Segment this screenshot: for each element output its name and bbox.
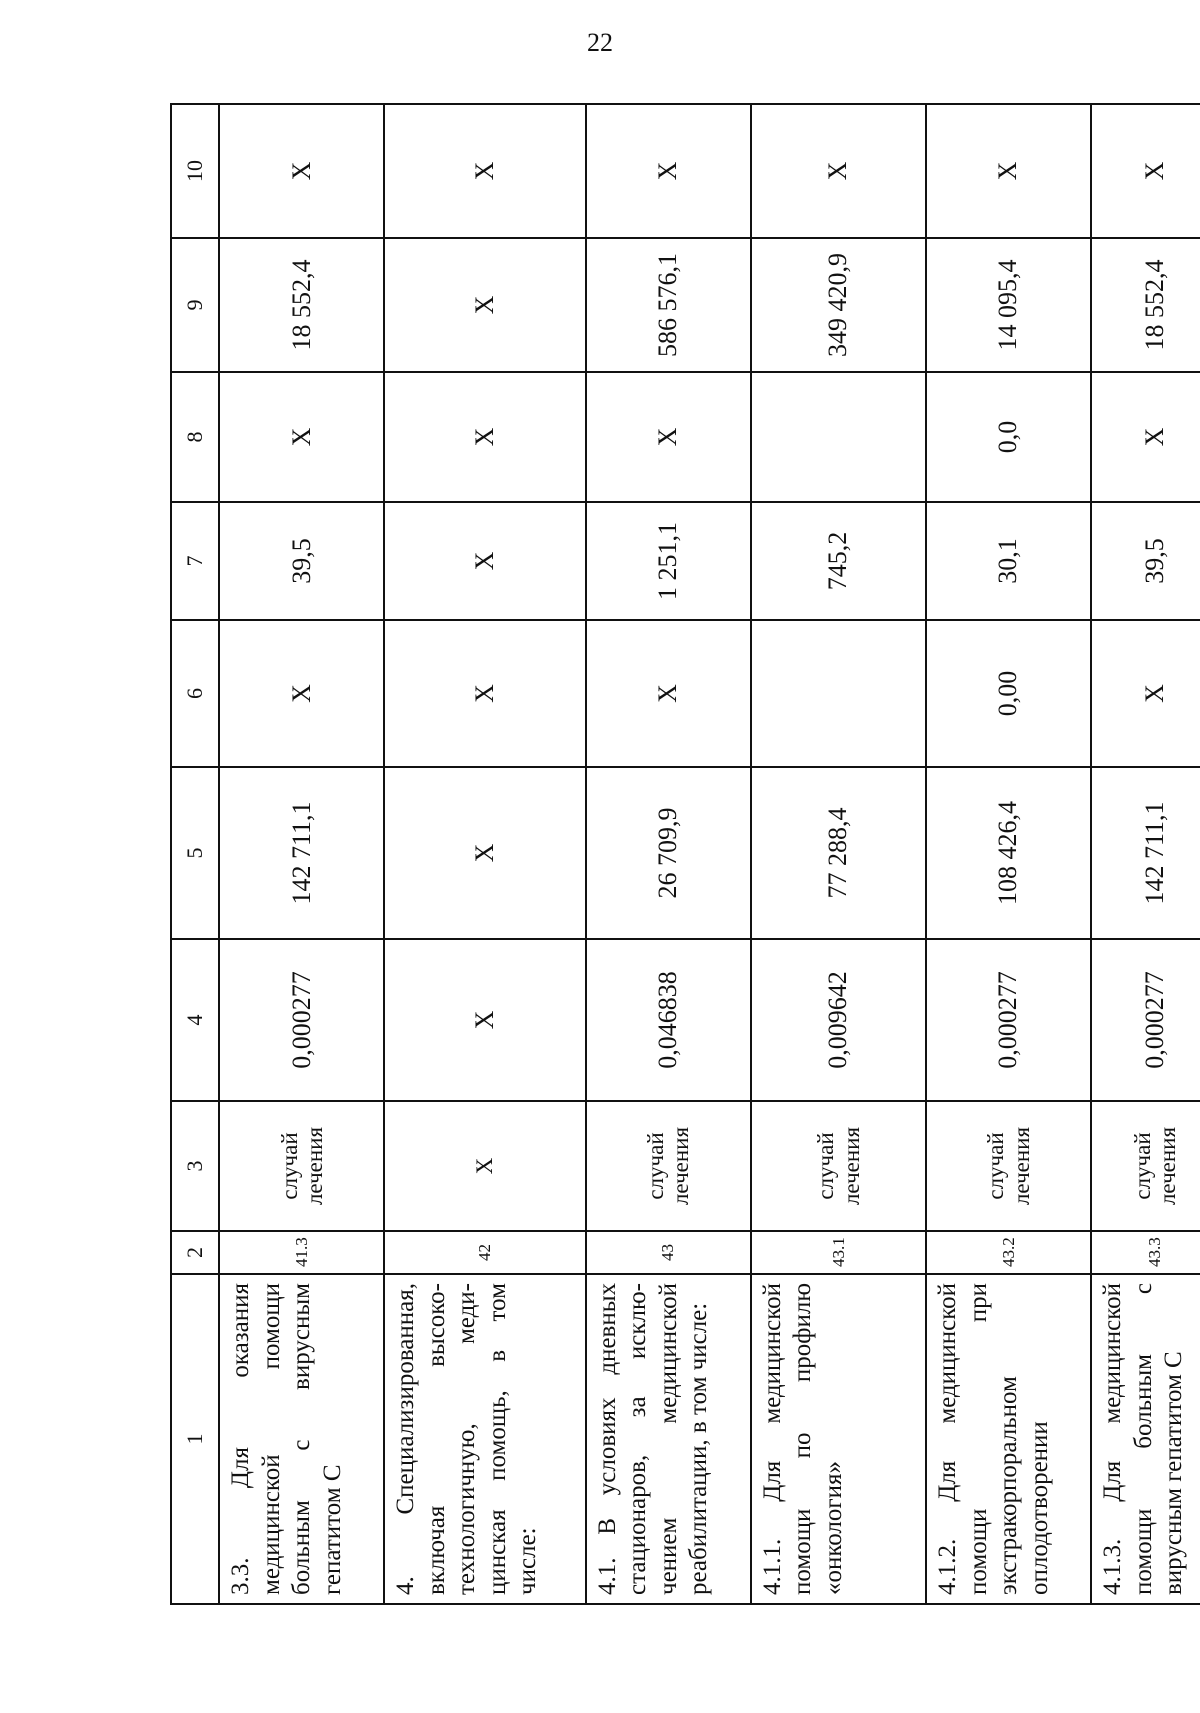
table-cell-col-6: X (1091, 620, 1200, 767)
table-cell-col-5: 77 288,4 (751, 767, 927, 939)
table-cell-col-2: 43.2 (926, 1231, 1091, 1274)
table-cell-col-1: 4.1. В условиях дневных стационаров, за исклю-чением медицинской реабилитации, в том числе: (586, 1274, 751, 1604)
table-cell-col-10: X (384, 104, 586, 238)
table-cell-col-5: 26 709,9 (586, 767, 751, 939)
table-cell-col-3: случай лечения (219, 1101, 384, 1231)
header-cell-5: 5 (171, 767, 219, 939)
table-cell-col-6: 0,00 (926, 620, 1091, 767)
table-cell-col-7: 39,5 (219, 502, 384, 620)
data-table (170, 103, 1200, 1605)
table-cell-col-8: X (586, 372, 751, 502)
header-cell-8: 8 (171, 372, 219, 502)
table-cell-col-2: 43.1 (751, 1231, 927, 1274)
table-cell-col-2: 41.3 (219, 1231, 384, 1274)
table-cell-col-2: 43.3 (1091, 1231, 1200, 1274)
page-number: 22 (587, 28, 613, 57)
table-cell-col-1: 4.1.3. Для медицинской помощи больным с вирусным гепатитом С (1091, 1274, 1200, 1604)
table-cell-col-5: X (384, 767, 586, 939)
table-row (219, 104, 384, 1604)
table-row (926, 104, 1091, 1604)
table-cell-col-4: 0,000277 (926, 939, 1091, 1101)
table-cell-col-1: 4.1.1. Для медицинской помощи по профилю «онкология» (751, 1274, 927, 1604)
table-cell-col-3: X (384, 1101, 586, 1231)
table-cell-col-3: случай лечения (751, 1101, 927, 1231)
table-cell-col-3: случай лечения (586, 1101, 751, 1231)
table-cell-col-9: 14 095,4 (926, 238, 1091, 372)
table-cell-col-1: 4.1.2. Для медицинской помощи при экстракорпоральном оплодотворении (926, 1274, 1091, 1604)
table-cell-col-6: X (384, 620, 586, 767)
table-row (384, 104, 586, 1604)
table-cell-col-2: 43 (586, 1231, 751, 1274)
table-cell-col-4: 0,000277 (1091, 939, 1200, 1101)
table-cell-col-5: 142 711,1 (219, 767, 384, 939)
table-cell-col-6: X (586, 620, 751, 767)
header-cell-7: 7 (171, 502, 219, 620)
table-cell-col-7: 1 251,1 (586, 502, 751, 620)
table-cell-col-8: X (1091, 372, 1200, 502)
table-cell-col-4: 0,046838 (586, 939, 751, 1101)
table-cell-col-10: X (219, 104, 384, 238)
table-cell-col-5: 108 426,4 (926, 767, 1091, 939)
table-cell-col-8: X (219, 372, 384, 502)
table-row (586, 104, 751, 1604)
header-row (171, 104, 219, 1604)
header-cell-6: 6 (171, 620, 219, 767)
table-cell-col-6: X (219, 620, 384, 767)
table-cell-col-9: X (384, 238, 586, 372)
header-cell-9: 9 (171, 238, 219, 372)
table-cell-col-2: 42 (384, 1231, 586, 1274)
table-cell-col-10: X (751, 104, 927, 238)
table-cell-col-8: 0,0 (926, 372, 1091, 502)
table-cell-col-7: 745,2 (751, 502, 927, 620)
table-rotated-container (170, 105, 1200, 1605)
table-cell-col-6 (751, 620, 927, 767)
table-cell-col-1: 4. Специализированная, включая высоко-технологичную, меди-цинская помощь, в том числе: (384, 1274, 586, 1604)
header-cell-3: 3 (171, 1101, 219, 1231)
table-cell-col-7: 30,1 (926, 502, 1091, 620)
table-cell-col-10: X (586, 104, 751, 238)
table-cell-col-9: 18 552,4 (219, 238, 384, 372)
table-cell-col-9: 349 420,9 (751, 238, 927, 372)
table-cell-col-7: X (384, 502, 586, 620)
table-cell-col-9: 18 552,4 (1091, 238, 1200, 372)
table-cell-col-4: 0,000277 (219, 939, 384, 1101)
table-cell-col-4: 0,009642 (751, 939, 927, 1101)
table-row (1091, 104, 1200, 1604)
table-row (751, 104, 927, 1604)
header-cell-2: 2 (171, 1231, 219, 1274)
table-cell-col-10: X (926, 104, 1091, 238)
table-cell-col-4: X (384, 939, 586, 1101)
table-cell-col-8: X (384, 372, 586, 502)
table-cell-col-7: 39,5 (1091, 502, 1200, 620)
table-cell-col-3: случай лечения (926, 1101, 1091, 1231)
table-cell-col-10: X (1091, 104, 1200, 238)
table-cell-col-3: случай лечения (1091, 1101, 1200, 1231)
header-cell-10: 10 (171, 104, 219, 238)
table-cell-col-9: 586 576,1 (586, 238, 751, 372)
table-cell-col-5: 142 711,1 (1091, 767, 1200, 939)
header-cell-4: 4 (171, 939, 219, 1101)
table-cell-col-8 (751, 372, 927, 502)
table-cell-col-1: 3.3. Для оказания медицинской помощи больным с вирусным гепатитом С (219, 1274, 384, 1604)
header-cell-1: 1 (171, 1274, 219, 1604)
